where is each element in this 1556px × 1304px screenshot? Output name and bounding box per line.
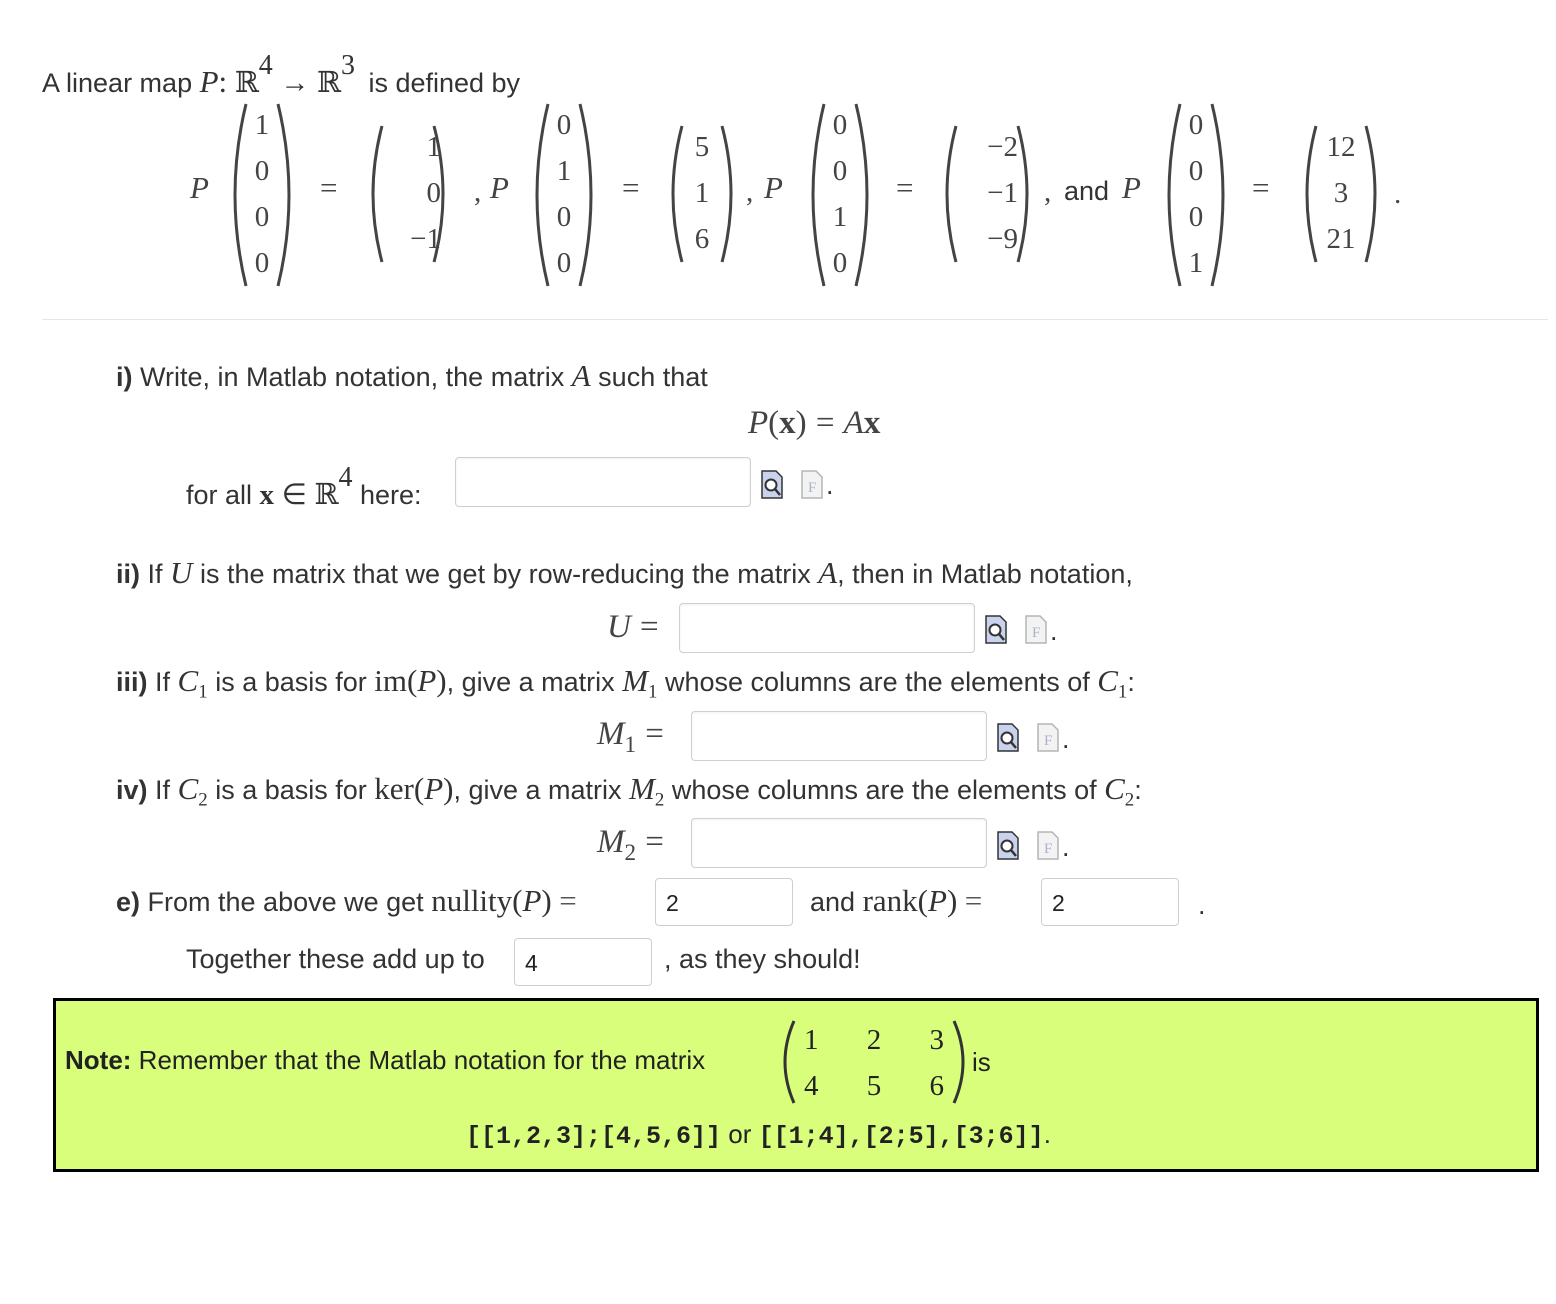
- input-vector-2: [524, 100, 604, 290]
- divider: [42, 319, 1548, 320]
- matrix-entry: 2: [866, 1024, 882, 1056]
- vector-entry: 0: [832, 109, 848, 141]
- vector-entry: 1: [426, 131, 441, 163]
- matrix-entry: 4: [804, 1070, 819, 1102]
- vector-entry: 1: [556, 155, 572, 187]
- intro-lead: A linear map: [42, 68, 193, 99]
- note-code-line: [[1,2,3];[4,5,6]] or [[1;4],[2;5],[3;6]].: [466, 1119, 1051, 1151]
- matrix-entry: 5: [866, 1070, 882, 1102]
- input-vector-3: [800, 100, 880, 290]
- vector-entry: 21: [1326, 223, 1356, 255]
- matrix-U-input[interactable]: [679, 603, 975, 653]
- intro-tail: is defined by: [368, 68, 521, 99]
- svg-text:F: F: [808, 480, 817, 496]
- nullity-input[interactable]: 2: [655, 878, 793, 926]
- example-matrix: [774, 1017, 974, 1107]
- part-ii-lhs: U =: [607, 609, 659, 645]
- intro-map-symbol: P: [199, 64, 219, 100]
- part-i-prompt: i) Write, in Matlab notation, the matrix A such that: [116, 358, 708, 393]
- preview-icon[interactable]: [996, 829, 1022, 861]
- vector-entry: 0: [556, 109, 572, 141]
- vector-entry: 6: [694, 223, 710, 255]
- map-P-3: P: [764, 170, 783, 205]
- vector-entry: 1: [832, 201, 848, 233]
- vector-entry: 0: [254, 201, 270, 233]
- map-P-2: P: [490, 170, 509, 205]
- output-vector-2: [662, 122, 742, 266]
- vector-entry: −9: [987, 223, 1018, 255]
- svg-text:F: F: [1044, 733, 1053, 749]
- svg-text:F: F: [1044, 841, 1053, 857]
- part-ii-prompt: ii) If U is the matrix that we get by row-reducing the matrix A, then in Matlab notation,: [116, 555, 1133, 590]
- and-word: and: [1064, 176, 1110, 206]
- note-is: is: [972, 1047, 991, 1077]
- input-vector-4: [1156, 100, 1236, 290]
- vector-entry: 0: [1188, 201, 1204, 233]
- part-iv-prompt: iv) If $C_2$ is a basis for ker(P), give a matrix $M_2$ whose columns are the elements of $C_2$:: [116, 771, 1142, 811]
- input-vector-1: [222, 100, 302, 290]
- vector-entry: −1: [410, 223, 441, 255]
- matrix-entry: 6: [929, 1070, 944, 1102]
- part-iii-lhs: $M_1$ =: [597, 716, 664, 758]
- vector-entry: 5: [694, 131, 710, 163]
- vector-entry: 0: [556, 201, 572, 233]
- vector-entry: −2: [987, 131, 1018, 163]
- vector-entry: 0: [254, 155, 270, 187]
- intro-line: A linear map P: ℝ4 → ℝ3 is defined by: [42, 50, 521, 100]
- vector-entry: 1: [1188, 247, 1204, 279]
- part-iii-prompt: iii) If $C_1$ is a basis for im(P), give a matrix $M_1$ whose columns are the elements of $C_1$:: [116, 663, 1135, 703]
- rank-input[interactable]: 2: [1041, 878, 1179, 926]
- vector-entry: 0: [556, 247, 572, 279]
- matrix-A-input[interactable]: [455, 457, 751, 507]
- equals-sign: =: [320, 170, 338, 205]
- preview-icon[interactable]: [760, 468, 786, 500]
- equals-sign: =: [1252, 170, 1270, 205]
- part-i-answer-line: for all x ∈ ℝ4 here:: [186, 462, 422, 512]
- vector-entry: −1: [987, 177, 1018, 209]
- matrix-M2-input[interactable]: [691, 818, 987, 868]
- output-vector-3: [936, 122, 1036, 266]
- format-help-icon[interactable]: [1036, 721, 1062, 753]
- part-e-prompt: e) From the above we get nullity(P) =: [116, 883, 577, 918]
- sum-tail: , as they should!: [664, 944, 861, 974]
- preview-icon[interactable]: [984, 613, 1010, 645]
- matrix-entry: 1: [804, 1024, 819, 1056]
- vector-entry: 0: [426, 177, 441, 209]
- map-P-4: P: [1122, 170, 1141, 205]
- sum-label: Together these add up to: [186, 944, 485, 974]
- vector-entry: 1: [254, 109, 270, 141]
- output-vector-1: [362, 122, 452, 266]
- svg-text:F: F: [1032, 625, 1041, 641]
- note-box: [53, 998, 1539, 1172]
- equals-sign: =: [896, 170, 914, 205]
- format-help-icon[interactable]: [1024, 613, 1050, 645]
- format-help-icon[interactable]: [1036, 829, 1062, 861]
- note-text: Note: Remember that the Matlab notation for the matrix: [65, 1045, 706, 1075]
- sum-input[interactable]: 4: [514, 938, 652, 986]
- format-help-icon[interactable]: [800, 468, 826, 500]
- matrix-entry: 3: [929, 1024, 944, 1056]
- preview-icon[interactable]: [996, 721, 1022, 753]
- rank-label: and rank(P) =: [810, 883, 983, 918]
- vector-entry: 0: [1188, 155, 1204, 187]
- vector-entry: 0: [832, 155, 848, 187]
- matrix-M1-input[interactable]: [691, 711, 987, 761]
- vector-entry: 12: [1326, 131, 1356, 163]
- equals-sign: =: [622, 170, 640, 205]
- vector-entry: 0: [832, 247, 848, 279]
- output-vector-4: [1296, 122, 1386, 266]
- map-P-1: P: [190, 170, 209, 205]
- vector-entry: 3: [1333, 177, 1349, 209]
- part-iv-lhs: $M_2$ =: [597, 824, 664, 866]
- part-i-equation: P(x) = Ax: [748, 405, 881, 441]
- vector-entry: 1: [694, 177, 710, 209]
- vector-entry: 0: [1188, 109, 1204, 141]
- vector-entry: 0: [254, 247, 270, 279]
